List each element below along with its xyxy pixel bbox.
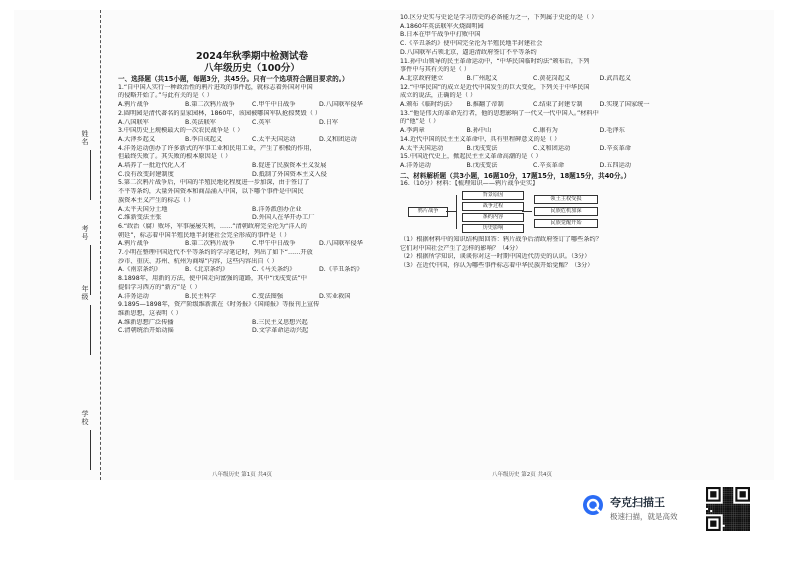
question-stem-line: 2.圆明园是清代著名的皇家园林，1860年，该园被哪国军队抢掠焚毁（ ） (118, 109, 322, 117)
answer-option: D.抵制了外国资本主义入侵 (252, 170, 327, 178)
answer-option: A.洋务运动 (118, 292, 149, 300)
answer-option: D.八国联军侵华 (319, 101, 363, 109)
options-row (118, 162, 386, 171)
answer-option: B.李自成起义 (185, 135, 223, 143)
answer-option: D.八国联军占领北京，逼迫清政府签订不平等条约 (400, 48, 537, 56)
answer-option: A.《南京条约》 (118, 266, 162, 274)
answer-option: A.颁布《临时约法》 (400, 101, 456, 109)
options-row (400, 101, 666, 110)
diagram-node-3: 条约内容 (462, 213, 524, 222)
answer-option: C.康有为 (533, 127, 558, 135)
question-stem-line: 沙市、重庆、苏州、杭州为商埠”内容，这些内容出自（ ） (118, 257, 278, 265)
answer-option: D.五四运动 (599, 161, 631, 169)
question-list-2 (400, 14, 666, 171)
diagram-bracket (456, 195, 457, 229)
options-row (118, 214, 386, 223)
name-line (90, 150, 91, 200)
answer-option: D.辛亥革命 (599, 144, 631, 152)
answer-option: B.《北京条约》 (185, 266, 229, 274)
diagram-node-4: 历史影响 (462, 224, 524, 233)
answer-option: D.实现了国家统一 (599, 101, 650, 109)
answer-option: D.八国联军侵华 (319, 240, 363, 248)
options-row (118, 266, 386, 275)
question-list-1 (118, 84, 386, 336)
question-stem-line: 族资本主义产生的标志（ ） (118, 196, 195, 204)
answer-option: C.义和团运动 (533, 144, 571, 152)
answer-option: A.鸦片战争 (118, 101, 149, 109)
answer-option: C.甲午中日战争 (252, 101, 296, 109)
options-row (118, 101, 386, 110)
answer-option: B.英法联军 (185, 118, 216, 126)
question-stem-line: 成立的说法，正确的是（ ） (400, 92, 477, 100)
question-stem-line: 1.“自中国人实行一种政治性的鸦片进攻的事件起，就标志着外国对中国 (118, 83, 313, 91)
answer-option: C.变法图强 (252, 292, 284, 300)
answer-option: D.《辛丑条约》 (319, 266, 363, 274)
answer-option: C.英军 (252, 118, 271, 126)
answer-option: C.没有改变封建制度 (118, 170, 174, 178)
diagram-right-1: 领土主权受损 (534, 195, 598, 204)
school-line (90, 430, 91, 470)
question-stem-line: 12.“中华民国”的成立是近代中国发生的巨大变化，下列关于中华民国 (400, 83, 590, 91)
answer-option: C.《辛丑条约》使中国完全沦为半殖民地半封建社会 (400, 40, 543, 48)
section1-header: 一、选择题（共15小题，每题3分，共45分。只有一个选项符合题目要求的。） (118, 75, 349, 83)
grade-line (90, 305, 91, 355)
answer-option: D.实业救国 (319, 292, 351, 300)
answer-option: B.洋务派创办企业 (252, 205, 302, 213)
options-row (400, 145, 666, 154)
question-stem-line: 6.“政治（腐）败坏，军事屡屡失利，……”清朝政府完全沦为“洋人的 (118, 222, 307, 230)
question-stem-line: 事件中与其有关的是（ ） (400, 66, 471, 74)
diagram-center: 鸦片战争 (408, 207, 448, 217)
answer-option: B.三民主义思想兴起 (252, 318, 308, 326)
answer-option: B.推翻了帝制 (466, 101, 504, 109)
answer-option: C.结束了封建专制 (533, 101, 583, 109)
options-row (400, 75, 666, 84)
name-label: 姓名 (81, 130, 89, 146)
answer-option: D.义和团运动 (319, 135, 357, 143)
question-stem-line: 但最终失败了。其失败的根本原因是（ ） (118, 153, 232, 161)
answer-option: B.日本在甲午战争中打败中国 (400, 31, 481, 39)
question-stem-line: 11.孙中山领导的民主革命运动中，“中华民国临时约法”颁布后，下列 (400, 57, 590, 65)
binding-dashed-line (100, 10, 101, 480)
exam-title: 2024年秋季期中检测试卷 (196, 51, 308, 62)
answer-option: A.鸦片战争 (118, 240, 149, 248)
question-stem-line: 4.洋务运动创办了许多新式的军事工业和民用工业，产生了积极的作用， (118, 144, 316, 152)
left-column (118, 74, 386, 336)
question-stem-line: 9.1895—1898年，资产阶级维新派在《时务报》《国闻报》等报刊上宣传 (118, 301, 320, 309)
number-label: 考号 (81, 225, 89, 241)
question-stem-line: 的“他”是（ ） (400, 118, 440, 126)
question-16-subquestions (400, 236, 666, 271)
options-row (118, 136, 386, 145)
answer-option: A.太平天国运动 (400, 144, 444, 152)
diagram-connector (446, 211, 456, 212)
question-stem-line: 的侵略开始了。”与此有关的是（ ） (118, 92, 213, 100)
answer-option: A.洋务运动 (400, 161, 431, 169)
answer-option: B.促进了民族资本主义发展 (252, 162, 327, 170)
options-row (400, 127, 666, 136)
diagram-connector-right (522, 211, 532, 212)
scanner-brand-name: 夸克扫描王 (610, 496, 665, 509)
answer-option: B.第二次鸦片战争 (185, 101, 235, 109)
answer-option: A.八国联军 (118, 118, 149, 126)
answer-option: A.大泽乡起义 (118, 135, 156, 143)
answer-option: C.甲午中日战争 (252, 240, 296, 248)
question-stem-line: 维新思想，这表明（ ） (118, 309, 182, 317)
options-row (118, 119, 386, 128)
scanner-brand-tagline: 极速扫描，就是高效 (610, 512, 678, 521)
question-16-stem: 16.（10分）材料：【梳理知识——鸦片战争史实】 (400, 180, 539, 188)
answer-option: A.维新思想广泛传播 (118, 318, 174, 326)
answer-option: A.太平天国分土地 (118, 205, 168, 213)
answer-option: B.戊戌变法 (466, 161, 498, 169)
question-stem-line: 14.近代中国的民主主义革命中，具有里程碑意义的是（ ） (400, 135, 561, 143)
answer-option: C.清朝统治开始动摇 (118, 327, 174, 335)
answer-option: B.民主科学 (185, 292, 216, 300)
page-footer-right: 八年级历史 第2页 共4页 (492, 472, 552, 478)
section2-header: 二、材料解析题（共3小题，16题10分，17题15分，18题15分，共40分。） (400, 171, 631, 180)
answer-option: C.《马关条约》 (252, 266, 296, 274)
answer-option: B.孙中山 (466, 127, 492, 135)
question-stem-line: 7.小明在整理中国近代不平等条约的学习笔记时，列出了如下“……开放 (118, 249, 313, 257)
page-footer-left: 八年级历史 第1页 共4页 (212, 472, 272, 478)
options-row (118, 327, 386, 336)
quark-logo-icon (582, 494, 604, 516)
right-column (400, 14, 666, 271)
answer-option: D.武昌起义 (599, 74, 631, 82)
question-stem-line: 5.第二次鸦片战争后，中国的半殖民地化程度进一步加深，由于签订了 (118, 179, 310, 187)
school-label: 学校 (81, 410, 89, 426)
answer-option: B.第二次鸦片战争 (185, 240, 235, 248)
answer-option: D.文学革命运动兴起 (252, 327, 309, 335)
question-stem-line: 10.区分史实与史论是学习历史的必备能力之一，下列属于史论的是（ ） (400, 14, 598, 21)
answer-option: C.维新变法主张 (118, 214, 162, 222)
options-row (118, 319, 386, 328)
answer-option: C.辛亥革命 (533, 161, 565, 169)
diagram-node-1: 背景原因 (462, 191, 524, 200)
sub-question-line: （2）根据所学知识，谈谈你对这一时期中国近代历史的认识。（3分） (400, 253, 591, 261)
question-stem-line: 提倡学习西方的“新方”是（ ） (118, 283, 201, 291)
options-row (118, 293, 386, 302)
number-line (90, 245, 91, 295)
diagram-right-2: 民族危机加深 (534, 207, 598, 216)
exam-subject: 八年级历史（100分） (204, 63, 300, 74)
answer-option: A.1860年英法联军火烧圆明园 (400, 22, 484, 30)
options-row (118, 171, 386, 180)
question-stem-line: 3.中国历史上规模最大的一次农民战争是（ ） (118, 127, 244, 135)
answer-option: B.广州起义 (466, 74, 498, 82)
sub-question-line: 它们对中国社会产生了怎样的影响？（4分） (400, 244, 522, 252)
options-row (118, 206, 386, 215)
grade-label: 年级 (81, 285, 89, 301)
answer-option: C.黄花岗起义 (533, 74, 571, 82)
question-stem-line: 15.中国近代史上，掀起民主主义革命高潮的是（ ） (400, 153, 542, 161)
answer-option: A.培养了一批近代化人才 (118, 162, 186, 170)
options-row (400, 162, 666, 171)
question-stem-line: 朝廷”，标志着中国半殖民地半封建社会完全形成的事件是（ ） (118, 231, 291, 239)
question-stem-line: 8.1898年，用新的方法，使中国走向富强的道路，其中“戊戌变法”中 (118, 275, 307, 283)
binding-strip (14, 10, 110, 480)
answer-option: B.戊戌变法 (466, 144, 498, 152)
answer-option: A.北京政府建立 (400, 74, 444, 82)
options-row (118, 240, 386, 249)
answer-option: D.日军 (319, 118, 339, 126)
answer-option: D.毛泽东 (599, 127, 625, 135)
qr-code-icon (706, 487, 750, 531)
answer-option: D.外国人在华开办工厂 (252, 214, 315, 222)
question-stem-line: 不平等条约，大量外国资本和商品涌入中国，以下哪个事件是中国民 (118, 188, 304, 196)
answer-option: A.李鸿章 (400, 127, 425, 135)
diagram-node-2: 战争过程 (462, 202, 524, 211)
diagram-right-3: 民族觉醒开始 (534, 219, 598, 228)
sub-question-line: （1）根据材料中的知识结构图回答：鸦片战争后清政府签订了哪些条约？ (400, 236, 602, 244)
question-stem-line: 13.“他是伟大的革命先行者，他的思想影响了一代又一代中国人。”材料中 (400, 109, 599, 117)
sub-question-line: （3）在近代中国，你认为哪些事件标志着中华民族开始觉醒？（3分） (400, 262, 594, 270)
knowledge-diagram (400, 191, 666, 233)
answer-option: C.太平天国运动 (252, 135, 296, 143)
